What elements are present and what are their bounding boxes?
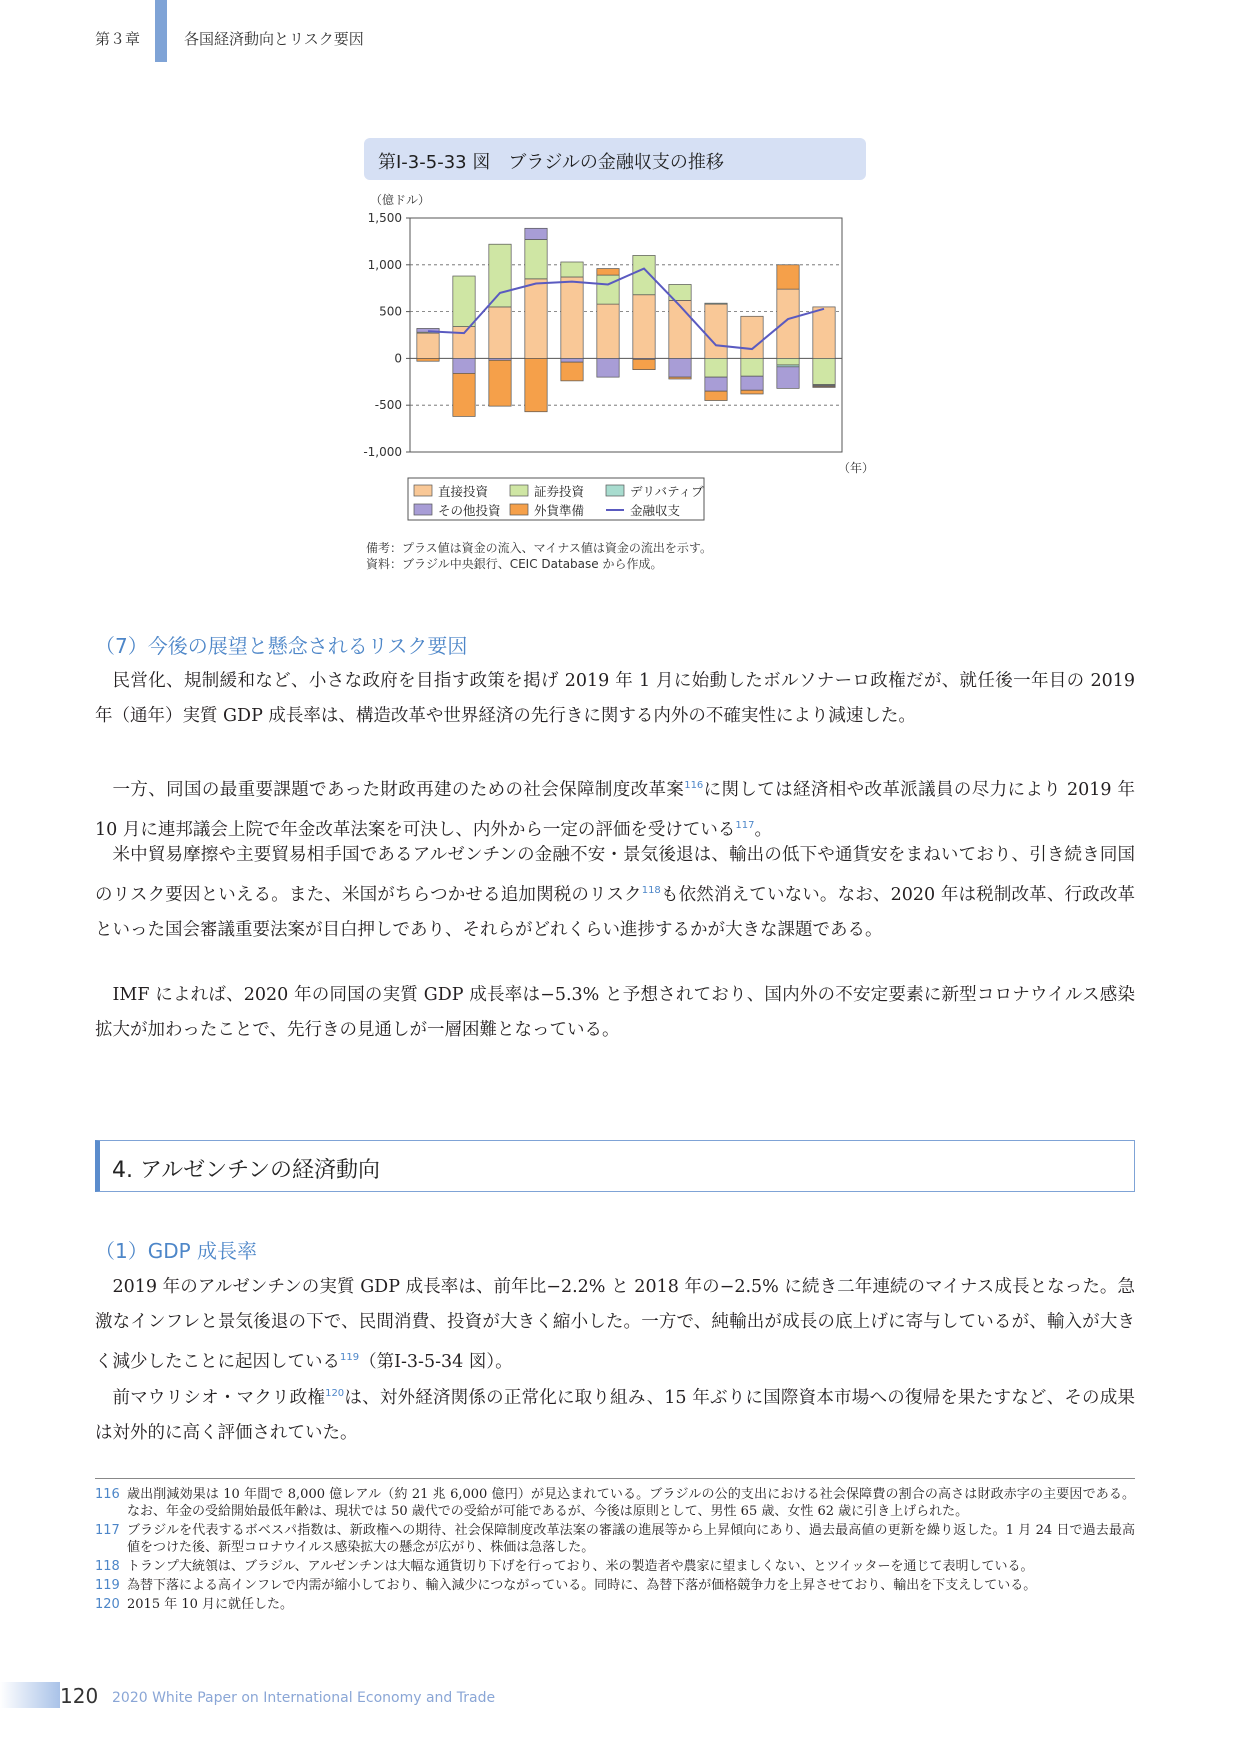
footnote-item (95, 1596, 1135, 1613)
bar-segment (453, 276, 475, 327)
y-tick-label: -500 (374, 398, 402, 413)
sec4-paragraph-1 (95, 1270, 1135, 1380)
bar-segment (777, 367, 799, 389)
bar-segment (705, 377, 727, 391)
section-7-heading: （7）今後の展望と懸念されるリスク要因 (95, 634, 468, 658)
legend-swatch (510, 504, 528, 515)
footnote-item (95, 1522, 1135, 1556)
figure-note: 備考：プラス値は資金の流入、マイナス値は資金の流出を示す。 (366, 541, 712, 555)
footnote-item (95, 1486, 1135, 1520)
bar-segment (561, 277, 583, 358)
bar-segment (561, 362, 583, 381)
y-tick-label: 1,500 (367, 211, 402, 225)
bar-segment (813, 386, 835, 387)
legend-label: 証券投資 (534, 484, 585, 499)
figure-source: 資料：ブラジル中央銀行、CEIC Database から作成。 (366, 557, 663, 571)
bar-segment (597, 275, 619, 304)
bar-segment (453, 327, 475, 359)
sec7-p3-text-b: も依然消えていない。なお、2020 年は税制改革、行政改革といった国会審議重要法案が目白押しであり、それらがどれくらい進捗するかが大きな課題である。 (95, 884, 1135, 940)
bar-segment (561, 358, 583, 362)
bar-segment (705, 391, 727, 400)
legend-label: その他投資 (438, 503, 501, 518)
y-axis-unit: （億ドル） (370, 193, 431, 207)
footnote-text: トランプ大統領は、ブラジル、アルゼンチンは大幅な通貨切り下げを行っており、米の製造者や農家に望ましくない、とツイッターを通じて表明している。 (127, 1559, 1034, 1574)
bar-segment (777, 358, 799, 365)
page-number: 120 (60, 1684, 99, 1708)
bar-segment (777, 265, 799, 289)
bar-segment (669, 358, 691, 377)
legend-label: 直接投資 (438, 484, 489, 499)
footnote-item (95, 1577, 1135, 1594)
sec7-p3-text-a: 米中貿易摩擦や主要貿易相手国であるアルゼンチンの金融不安・景気後退は、輸出の低下や通貨安をまねいており、引き続き同国のリスク要因といえる。また、米国がちらつかせる追加関税のリスク (95, 845, 1135, 905)
bar-segment (741, 390, 763, 394)
footnote-number: 119 (95, 1578, 120, 1593)
footer-title: 2020 White Paper on International Economy and Trade (112, 1690, 496, 1706)
bar-segment (525, 228, 547, 239)
bar-segment (705, 358, 727, 377)
footnote-number: 117 (95, 1523, 120, 1538)
bar-segment (525, 358, 547, 411)
bar-segment (453, 358, 475, 373)
sec7-p2-text-c: 。 (754, 819, 772, 840)
sec4-p1-text-b: （第Ⅰ-3-5-34 図）。 (359, 1351, 513, 1372)
bar-segment (633, 295, 655, 359)
bar-segment (453, 373, 475, 416)
sec7-paragraph-2 (95, 768, 1135, 848)
bar-segment (597, 269, 619, 276)
legend-label: 外貨準備 (534, 503, 585, 518)
financial-account-chart (360, 190, 880, 538)
bar-segment (489, 360, 511, 406)
sec7-paragraph-3 (95, 838, 1135, 948)
footnotes (95, 1486, 1135, 1615)
bar-segment (489, 307, 511, 358)
bar-segment (741, 358, 763, 376)
footer-accent (0, 1682, 60, 1708)
bar-segment (813, 358, 835, 384)
bar-segment (813, 307, 835, 358)
footnote-ref-116[interactable]: 116 (684, 780, 704, 791)
chapter-title: 各国経済動向とリスク要因 (184, 30, 364, 48)
footnote-number: 120 (95, 1597, 120, 1612)
bar-segment (597, 304, 619, 358)
figure-notes (366, 540, 712, 572)
footnote-ref-117[interactable]: 117 (735, 819, 755, 831)
sec4-p2-text-b: は、対外経済関係の正常化に取り組み、15 年ぶりに国際資本市場への復帰を果たすなど、その成果は対外的に高く評価されていた。 (95, 1387, 1135, 1443)
legend-label: デリバティブ (630, 484, 704, 499)
bar-segment (633, 255, 655, 294)
bar-segment (705, 303, 727, 304)
legend-swatch (414, 504, 432, 515)
legend-label: 金融収支 (630, 503, 681, 518)
bar-segment (525, 240, 547, 279)
chapter-label: 第３章 (95, 30, 141, 48)
bar-segment (561, 262, 583, 277)
figure-title: 第Ⅰ-3-5-33 図 ブラジルの金融収支の推移 (378, 152, 724, 173)
line-financial-account (428, 269, 824, 349)
chart-legend (408, 478, 704, 520)
header-accent-bar (155, 0, 167, 62)
footnote-text: 歳出削減効果は 10 年間で 8,000 億レアル（約 21 兆 6,000 億円）が見込まれている。ブラジルの公的支出における社会保障費の割合の高さは財政赤字の主要因である。なお、年金の受給開始最低年齢は、現状では 50 歳代での受給が可能であるが、今後は原則として、男性 65 歳、女性 62 歳に引き上げられた。 (127, 1487, 1135, 1519)
y-tick-label: 500 (379, 304, 402, 319)
legend-swatch (606, 485, 624, 496)
section-4-title: 4. アルゼンチンの経済動向 (112, 1158, 381, 1183)
bar-segment (417, 333, 439, 358)
bar-segment (705, 304, 727, 358)
sec4-p2-text-a: 前マウリシオ・マクリ政権 (112, 1387, 326, 1408)
sec4-p1-text-a: 2019 年のアルゼンチンの実質 GDP 成長率は、前年比−2.2% と 2018 年の−2.5% に続き二年連続のマイナス成長となった。急激なインフレと景気後退の下で、民間消費、投資が大きく縮小した。一方で、純輸出が成長の底上げに寄与しているが、輸入が大きく減少したことに起因している (95, 1277, 1135, 1372)
footnote-ref-118[interactable]: 118 (641, 885, 661, 896)
footnote-text: ブラジルを代表するボベスパ指数は、新政権への期待、社会保障制度改革法案の審議の進展等から上昇傾向にあり、過去最高値の更新を繰り返した。1 月 24 日で過去最高値をつけた後、新型コロナウイルス感染拡大の懸念が広がり、株価は急落した。 (127, 1523, 1135, 1555)
sec7-p2-text-b: に関しては経済相や改革派議員の尽力により 2019 年 10 月に連邦議会上院で年金改革法案を可決し、内外から一定の評価を受けている (95, 779, 1135, 840)
x-axis-unit: （年） (838, 461, 875, 475)
footnote-item (95, 1558, 1135, 1575)
legend-swatch (510, 485, 528, 496)
sec7-paragraph-4: IMF によれば、2020 年の同国の実質 GDP 成長率は−5.3% と予想されており、国内外の不安定要素に新型コロナウイルス感染拡大が加わったことで、先行きの見通しが一層困難となっている。 (95, 985, 1135, 1040)
bar-segment (741, 316, 763, 358)
bar-segment (597, 358, 619, 377)
legend-swatch (414, 485, 432, 496)
footnote-ref-119[interactable]: 119 (340, 1352, 360, 1363)
footnote-text: 2015 年 10 月に就任した。 (127, 1597, 294, 1612)
sec4-paragraph-2 (95, 1376, 1135, 1451)
bar-segment (741, 376, 763, 390)
bar-segment (633, 359, 655, 369)
y-tick-label: 1,000 (367, 257, 402, 272)
bar-segment (669, 300, 691, 358)
bar-segment (417, 358, 439, 361)
bar-segment (489, 244, 511, 307)
footnote-ref-120[interactable]: 120 (325, 1388, 345, 1399)
bar-segment (777, 289, 799, 358)
footnote-number: 116 (95, 1487, 120, 1502)
section-4-1-heading: （1）GDP 成長率 (95, 1239, 258, 1263)
y-tick-label: -1,000 (363, 445, 402, 459)
bar-segment (669, 377, 691, 379)
bar-segment (525, 279, 547, 359)
sec7-p2-text-a: 一方、同国の最重要課題であった財政再建のための社会保障制度改革案 (112, 779, 685, 800)
footnote-divider (95, 1478, 1135, 1479)
sec7-paragraph-1: 民営化、規制緩和など、小さな政府を目指す政策を掲げ 2019 年 1 月に始動したボルソナーロ政権だが、就任後一年目の 2019 年（通年）実質 GDP 成長率は、構造改革や世界経済の先行きに関する内外の不確実性により減速した。 (95, 671, 1135, 726)
footnote-number: 118 (95, 1559, 120, 1574)
y-tick-label: 0 (394, 351, 402, 366)
footnote-text: 為替下落による高インフレで内需が縮小しており、輸入減少につながっている。同時に、為替下落が価格競争力を上昇させており、輸出を下支えしている。 (127, 1578, 1037, 1593)
